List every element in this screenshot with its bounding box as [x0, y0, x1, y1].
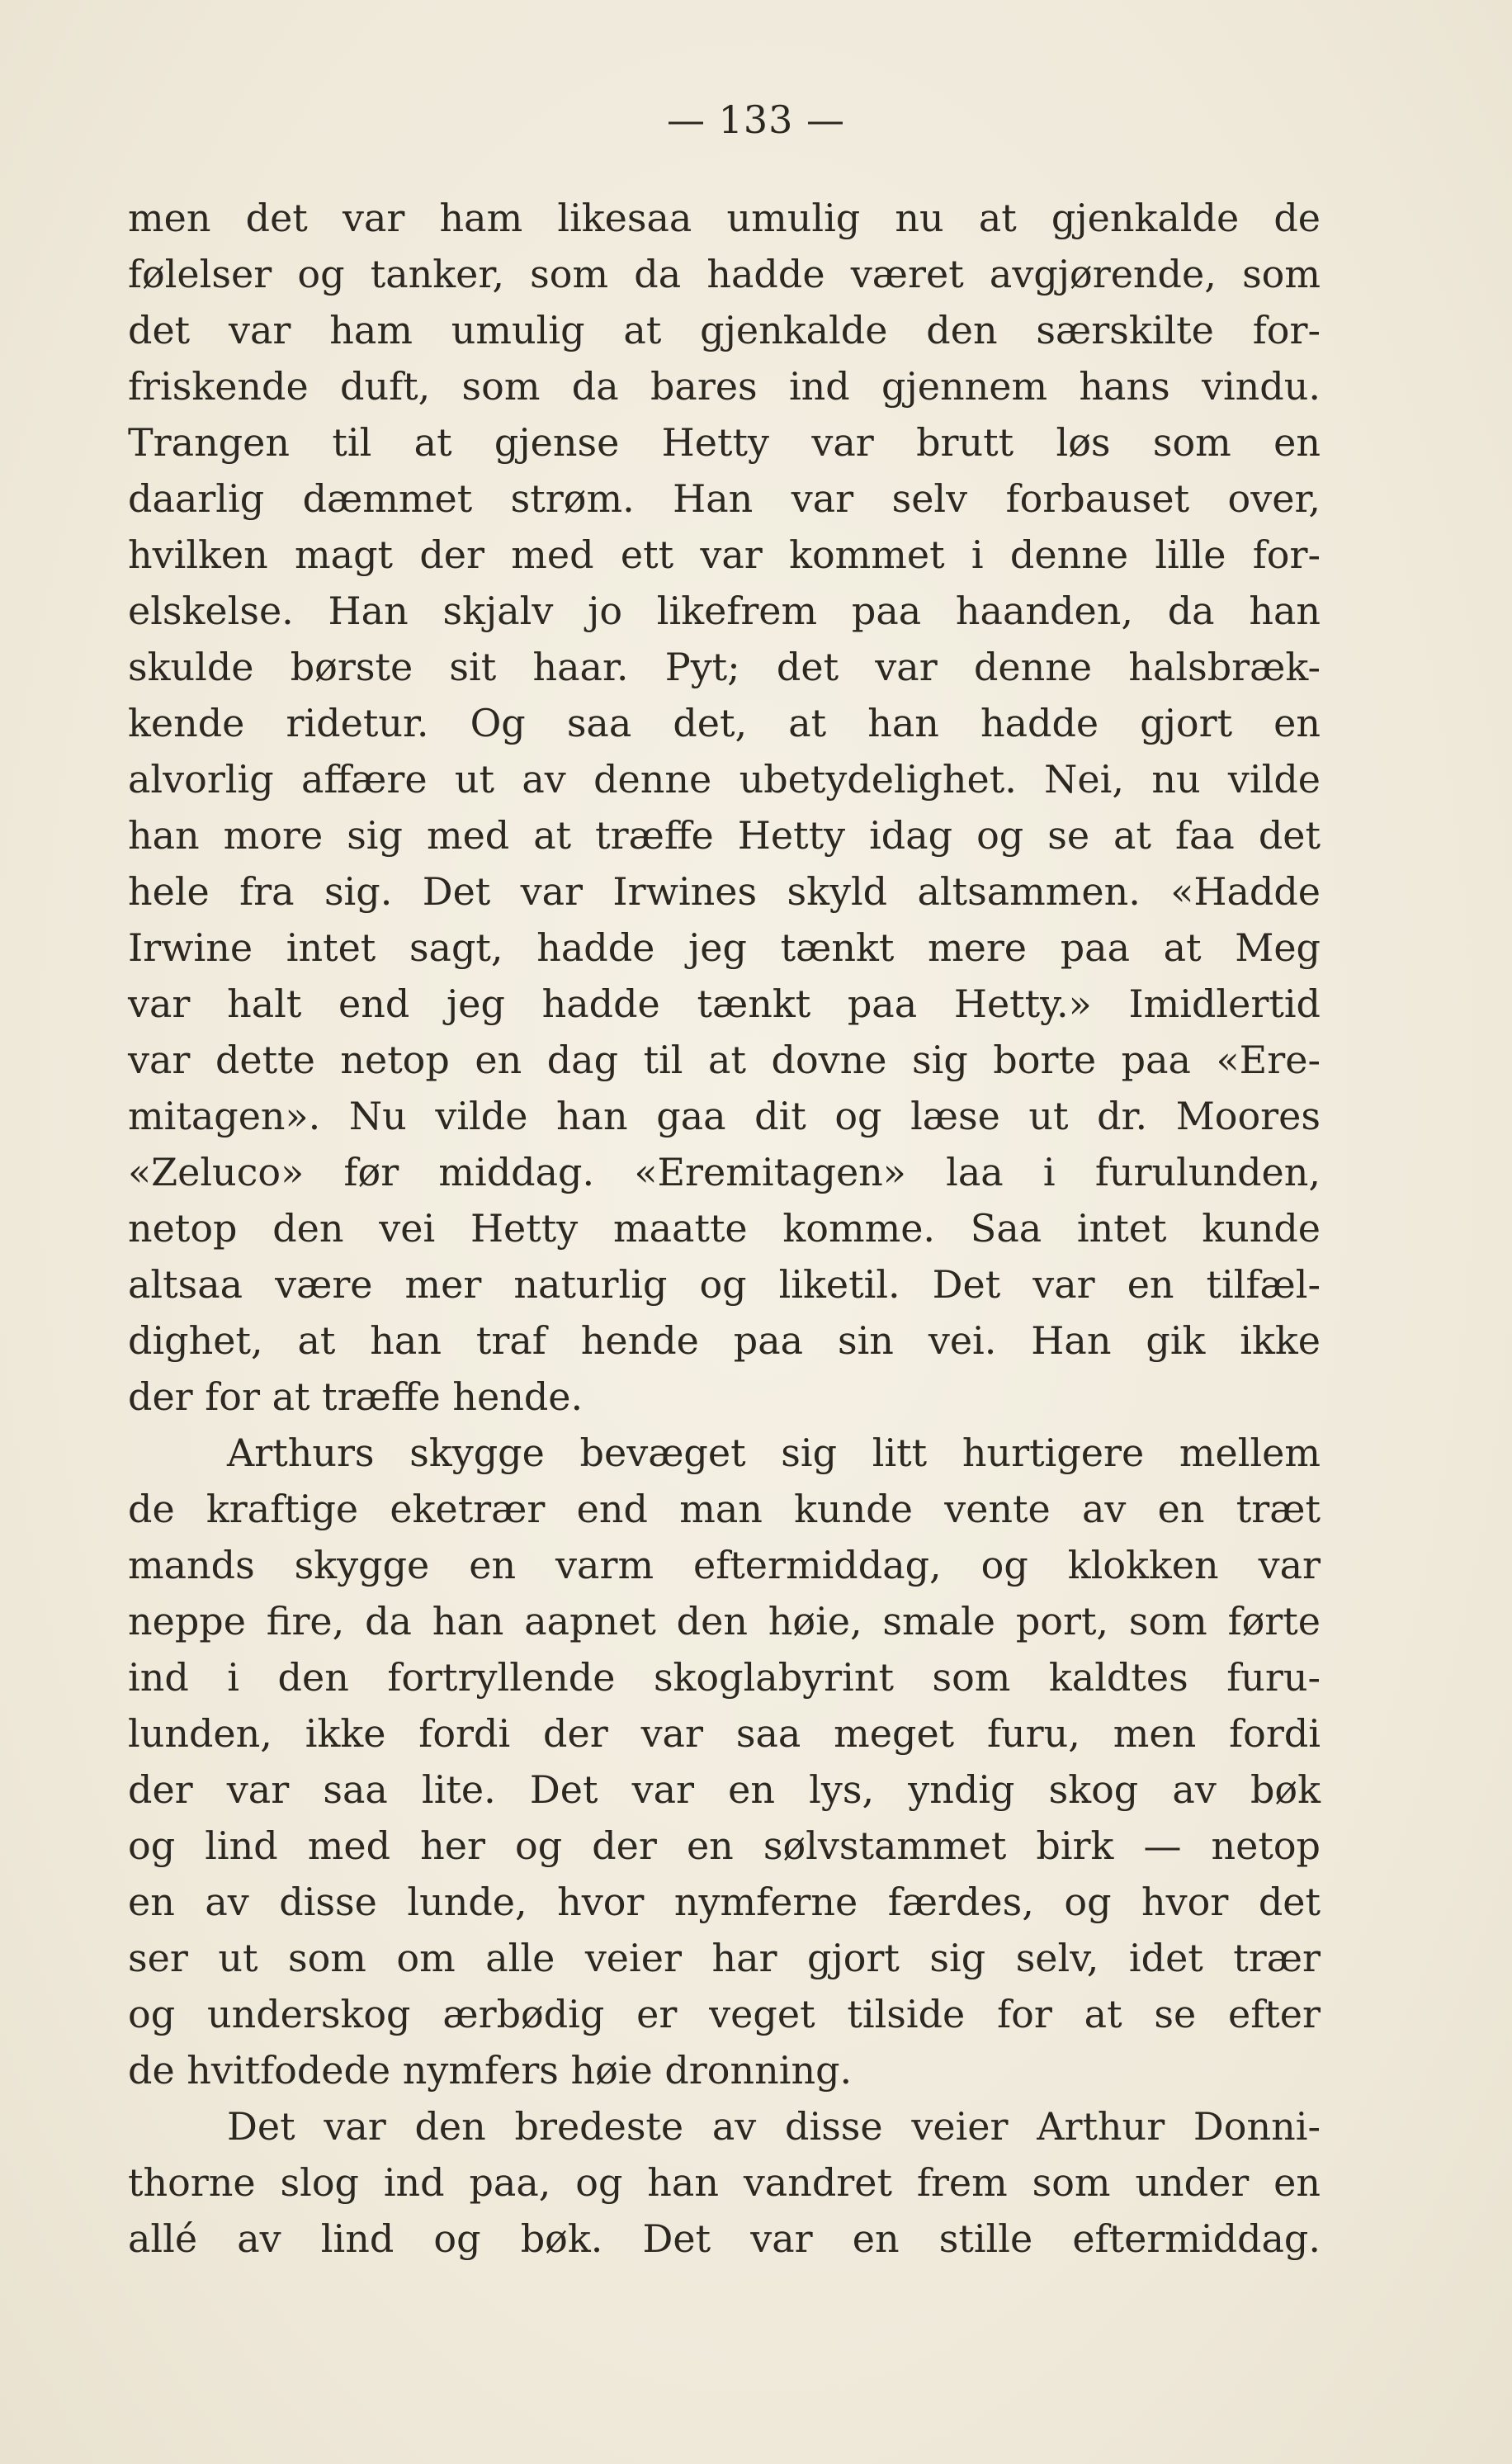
text-line: en av disse lunde, hvor nymferne færdes, og hvor det	[128, 1880, 1321, 1924]
text-line: de kraftige eketrær end man kunde vente av en træt	[128, 1487, 1321, 1531]
text-line: daarlig dæmmet strøm. Han var selv forbauset over,	[128, 476, 1321, 521]
text-line: det var ham umulig at gjenkalde den særskilte for-	[128, 308, 1321, 352]
text-line: altsaa være mer naturlig og liketil. Det var en tilfæl-	[128, 1262, 1321, 1307]
text-line: kende ridetur. Og saa det, at han hadde gjort en	[128, 701, 1321, 745]
text-line: Det var den bredeste av disse veier Arthur Donni-	[227, 2104, 1321, 2149]
text-line: hvilken magt der med ett var kommet i denne lille for-	[128, 532, 1321, 577]
text-line: lunden, ikke fordi der var saa meget furu, men fordi	[128, 1711, 1321, 1756]
text-line: netop den vei Hetty maatte komme. Saa intet kunde	[128, 1206, 1321, 1251]
text-line: elskelse. Han skjalv jo likefrem paa haanden, da han	[128, 589, 1321, 633]
text-line: «Zeluco» før middag. «Eremitagen» laa i furulunden,	[128, 1150, 1321, 1194]
text-line: dighet, at han traf hende paa sin vei. Han gik ikke	[128, 1318, 1321, 1363]
page-number-header: — 133 —	[666, 97, 846, 142]
text-line: der var saa lite. Det var en lys, yndig skog av bøk	[128, 1767, 1321, 1812]
text-line: var halt end jeg hadde tænkt paa Hetty.» Imidlertid	[128, 981, 1321, 1026]
text-line: neppe fire, da han aapnet den høie, smale port, som førte	[128, 1599, 1321, 1643]
text-line: hele fra sig. Det var Irwines skyld altsammen. «Hadde	[128, 869, 1321, 914]
text-line: friskende duft, som da bares ind gjennem hans vindu.	[128, 364, 1321, 409]
text-line: ser ut som om alle veier har gjort sig selv, idet trær	[128, 1936, 1321, 1980]
text-line: var dette netop en dag til at dovne sig borte paa «Ere-	[128, 1038, 1321, 1082]
text-line: Trangen til at gjense Hetty var brutt løs som en	[128, 420, 1321, 465]
text-line: mitagen». Nu vilde han gaa dit og læse ut dr. Moores	[128, 1094, 1321, 1138]
text-line: og underskog ærbødig er veget tilside for at se efter	[128, 1992, 1321, 2036]
text-line: de hvitfodede nymfers høie dronning.	[128, 2048, 853, 2093]
text-line: og lind med her og der en sølvstammet birk — netop	[128, 1823, 1321, 1868]
text-line: mands skygge en varm eftermiddag, og klokken var	[128, 1543, 1321, 1587]
text-line: Arthurs skygge bevæget sig litt hurtigere mellem	[227, 1431, 1321, 1475]
text-line: alvorlig affære ut av denne ubetydelighet. Nei, nu vilde	[128, 757, 1321, 802]
text-line: han more sig med at træffe Hetty idag og se at faa det	[128, 813, 1321, 858]
text-line: allé av lind og bøk. Det var en stille eftermiddag.	[128, 2216, 1321, 2261]
text-line: Irwine intet sagt, hadde jeg tænkt mere paa at Meg	[128, 925, 1321, 970]
text-line: men det var ham likesaa umulig nu at gjenkalde de	[128, 196, 1321, 240]
text-line: thorne slog ind paa, og han vandret frem som under en	[128, 2160, 1321, 2205]
body-text	[128, 190, 1321, 2267]
text-line: der for at træffe hende.	[128, 1374, 584, 1419]
text-line: følelser og tanker, som da hadde været avgjørende, som	[128, 252, 1321, 296]
text-line: ind i den fortryllende skoglabyrint som kaldtes furu-	[128, 1655, 1321, 1700]
text-line: skulde børste sit haar. Pyt; det var denne halsbræk-	[128, 645, 1321, 689]
